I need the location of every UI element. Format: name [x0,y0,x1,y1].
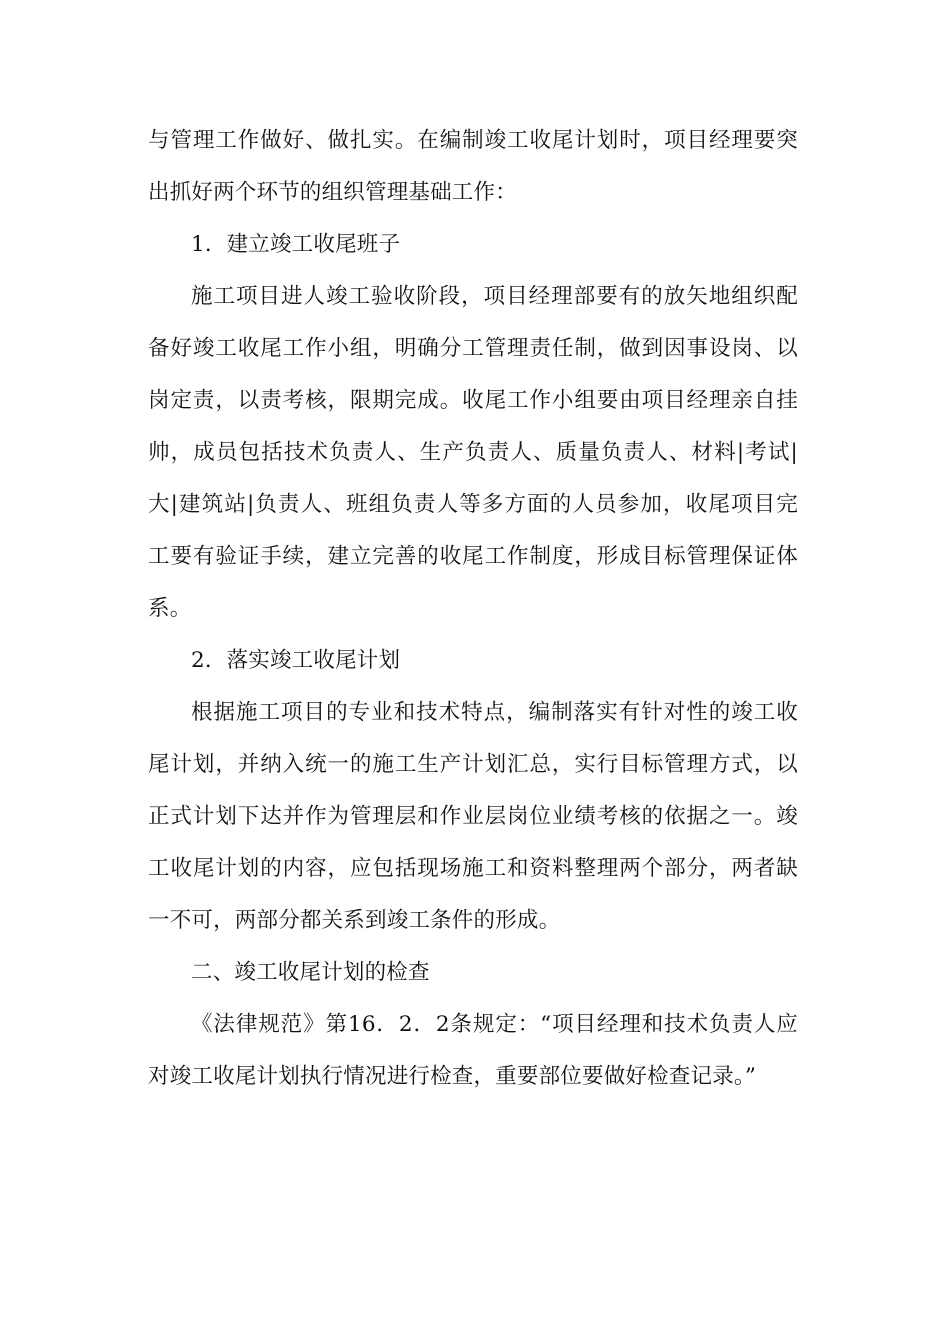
text-line: 工要有验证手续，建立完善的收尾工作制度，形成目标管理保证体 [148,544,798,569]
text-line: 帅，成员包括技术负责人、生产负责人、质量负责人、材料|考试| [148,440,798,465]
text-line: 根据施工项目的专业和技术特点，编制落实有针对性的竣工收 [191,700,798,725]
text-line: 大|建筑站|负责人、班组负责人等多方面的人员参加，收尾项目完 [148,492,798,517]
section-heading: 2．落实竣工收尾计划 [191,648,401,673]
text-line: 尾计划，并纳入统一的施工生产计划汇总，实行目标管理方式，以 [148,752,798,777]
text-line: 备好竣工收尾工作小组，明确分工管理责任制，做到因事设岗、以 [148,336,798,361]
text-line: 出抓好两个环节的组织管理基础工作： [148,180,517,205]
section-heading: 1．建立竣工收尾班子 [191,232,401,257]
text-line: 对竣工收尾计划执行情况进行检查，重要部位要做好检查记录。” [148,1064,757,1089]
text-line: 工收尾计划的内容，应包括现场施工和资料整理两个部分，两者缺 [148,856,798,881]
text-line: 岗定责，以责考核，限期完成。收尾工作小组要由项目经理亲自挂 [148,388,798,413]
document-body [148,115,798,1103]
text-line: 一不可，两部分都关系到竣工条件的形成。 [148,908,561,933]
section-heading: 二、竣工收尾计划的检查 [191,960,430,985]
text-line: 与管理工作做好、做扎实。在编制竣工收尾计划时，项目经理要突 [148,128,798,153]
text-line: 系。 [148,596,192,621]
text-line: 正式计划下达并作为管理层和作业层岗位业绩考核的依据之一。竣 [148,804,798,829]
text-line: 施工项目进人竣工验收阶段，项目经理部要有的放矢地组织配 [191,284,798,309]
text-line: 《法律规范》第16．2．2条规定：“项目经理和技术负责人应 [191,1012,798,1037]
